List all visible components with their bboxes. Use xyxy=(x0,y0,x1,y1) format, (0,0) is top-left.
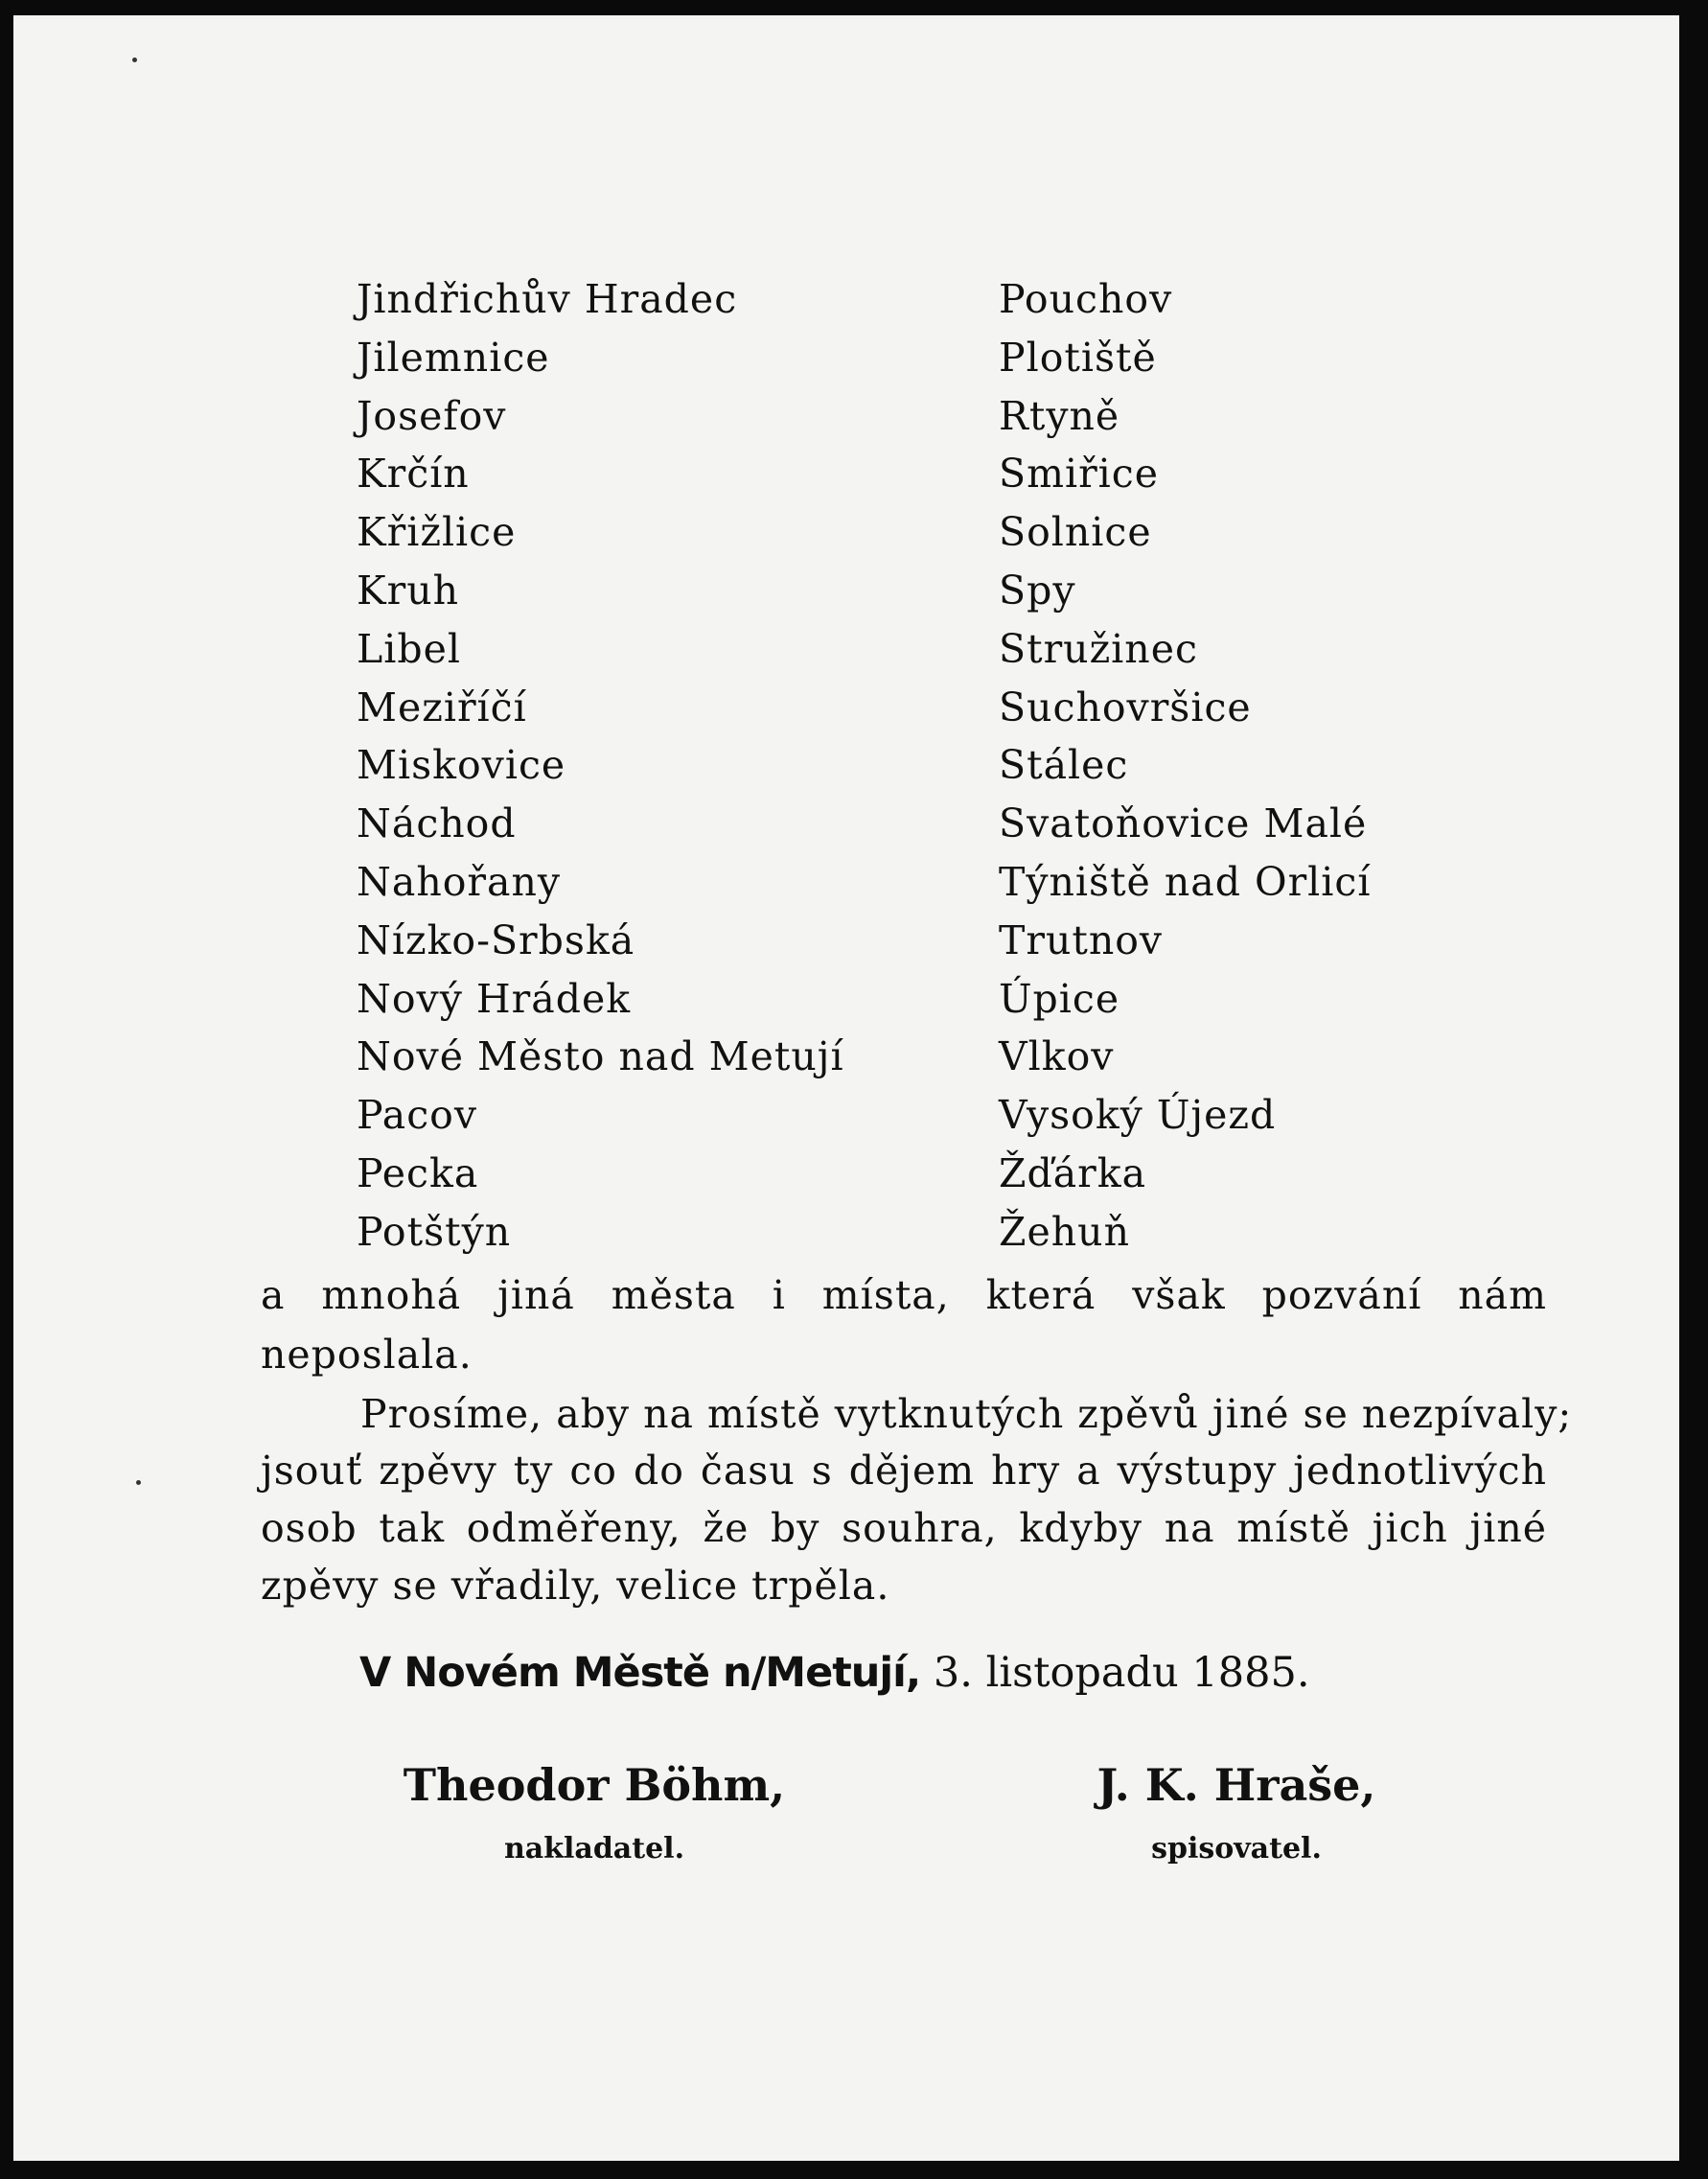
paragraph-line: jsouť zpěvy ty co do času s dějem hry a výstupy jednotlivých xyxy=(261,1448,1547,1494)
place-name: Nahořany xyxy=(357,858,562,905)
scan-mark xyxy=(1685,1016,1695,1030)
place-name: Vlkov xyxy=(999,1033,1115,1080)
place-name: Úpice xyxy=(999,975,1120,1022)
signature-role: nakladatel. xyxy=(503,1832,685,1866)
speck xyxy=(132,58,137,62)
place-name: Žehuň xyxy=(999,1208,1130,1255)
place-name: Kruh xyxy=(357,567,460,614)
place-name: Stružinec xyxy=(999,625,1198,672)
scan-mark xyxy=(1685,364,1695,378)
place-name: Nový Hrádek xyxy=(357,975,632,1022)
place-name: Svatoňovice Malé xyxy=(999,800,1368,847)
place-name: Trutnov xyxy=(999,916,1164,963)
place-name: Stálec xyxy=(999,742,1129,789)
paragraph-line: neposlala. xyxy=(261,1332,473,1378)
place-name: Krčín xyxy=(357,451,470,498)
place-name: Suchovršice xyxy=(999,684,1252,730)
place-name: Pouchov xyxy=(999,276,1173,322)
place-name: Meziříčí xyxy=(357,684,527,730)
signature-name: J. K. Hraše, xyxy=(1096,1759,1376,1811)
place-name: Žďárka xyxy=(999,1149,1147,1196)
places-list-left xyxy=(357,270,844,1262)
place-name: Libel xyxy=(357,625,461,672)
dateline xyxy=(359,1649,1310,1697)
dateline-date: 3. listopadu 1885. xyxy=(933,1649,1310,1697)
place-name: Solnice xyxy=(999,509,1152,556)
place-name: Plotiště xyxy=(999,334,1157,381)
paragraph-line: a mnohá jiná města i místa, která však pozvání nám xyxy=(261,1272,1547,1318)
places-list-right xyxy=(999,270,1371,1262)
paragraph-line: Prosíme, aby na místě vytknutých zpěvů jiné se nezpívaly; xyxy=(360,1391,1573,1437)
place-name: Nízko-Srbská xyxy=(357,916,635,963)
speck xyxy=(136,1480,141,1485)
place-name: Miskovice xyxy=(357,742,566,789)
place-name: Týniště nad Orlicí xyxy=(999,858,1372,905)
place-name: Josefov xyxy=(357,392,507,439)
place-name: Spy xyxy=(999,567,1076,614)
scan-border xyxy=(1679,0,1708,2179)
signature-author xyxy=(1035,1759,1438,1866)
place-name: Rtyně xyxy=(999,392,1120,439)
signature-role: spisovatel. xyxy=(1151,1832,1322,1866)
place-name: Jindřichův Hradec xyxy=(357,276,738,322)
place-name: Pacov xyxy=(357,1092,477,1139)
paragraph-line: osob tak odměřeny, že by souhra, kdyby na místě jich jiné xyxy=(261,1505,1547,1551)
paragraph-line: zpěvy se vřadily, velice trpěla. xyxy=(261,1563,890,1609)
place-name: Křižlice xyxy=(357,509,517,556)
place-name: Jilemnice xyxy=(357,334,550,381)
signature-name: Theodor Böhm, xyxy=(403,1759,786,1811)
place-name: Smiřice xyxy=(999,451,1160,498)
dateline-place: V Novém Městě n/Metují, xyxy=(359,1649,921,1697)
place-name: Nové Město nad Metují xyxy=(357,1033,844,1080)
scan-mark xyxy=(1685,412,1695,426)
place-name: Pecka xyxy=(357,1149,479,1196)
scan-mark xyxy=(1685,96,1695,109)
place-name: Potštýn xyxy=(357,1208,512,1255)
place-name: Vysoký Újezd xyxy=(999,1092,1277,1139)
place-name: Náchod xyxy=(357,800,517,847)
signature-publisher xyxy=(364,1759,824,1866)
